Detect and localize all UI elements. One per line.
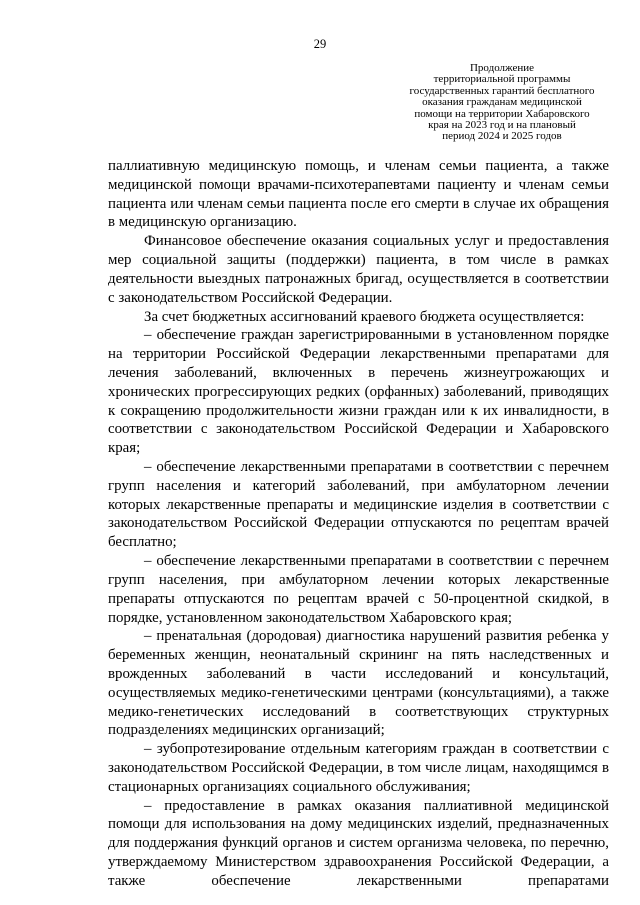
list-item-free-prescriptions: – обеспечение лекарственными препаратами в соответствии с перечнем групп населения и категорий заболеваний, при амбулаторном лечении которых лекарственные препараты и медицинские изделия в соответствии с законодательством Российской Федерации отпускаются по рецептам врачей бесплатно; (108, 459, 609, 551)
paragraph-regional-budget-intro: За счет бюджетных ассигнований краевого бюджета осуществляется: (144, 308, 585, 325)
appendix-header-line: помощи на территории Хабаровского (414, 107, 590, 120)
appendix-header-line: Продолжение (469, 62, 535, 74)
list-item-dental-prosthetics: – зубопротезирование отдельным категориям граждан в соответствии с законодательством Российской Федерации, в том числе лицам, находящимся в стационарных организациях социального обслуживания; (108, 741, 609, 795)
paragraph-continuation: паллиативную медицинскую помощь, и членам семьи пациента, а также медицинской помощи врачами-психотерапевтами пациенту и членам семьи пациента или членам семьи пациента после его смерти в случае их обращения в медицинскую организацию. (108, 158, 609, 231)
list-item-palliative-devices: – предоставление в рамках оказания паллиативной медицинской помощи для использования на дому медицинских изделий, предназначенных для поддержания функций органов и систем организма человека, по перечню, утверждаемому Министерством здравоохранения Российской Федерации, а также обеспечение лекарственными препаратами (108, 797, 609, 889)
appendix-header-line: государственных гарантий бесплатного (409, 84, 595, 97)
paragraph-social-services-funding: Финансовое обеспечение оказания социальных услуг и предоставления мер социальной защиты (поддержки) пациента, в том числе в рамках деятельности выездных патронажных бригад, осуществляется в соответствии с законодательством Российской Федерации. (108, 233, 609, 306)
list-item-prenatal-diagnostics: – пренатальная (дородовая) диагностика нарушений развития ребенка у беременных женщин, неонатальный скрининг на пять наследственных и врожденных заболеваний в части исследований и консультаций, осуществляемых медико-генетическими центрами (консультациями), а также медико-генетических исследований в соответствующих структурных подразделениях медицинских организаций; (108, 628, 609, 739)
page-number: 29 (313, 37, 327, 51)
appendix-header (378, 63, 626, 143)
document-body (108, 157, 609, 891)
appendix-header-line: период 2024 и 2025 годов (442, 130, 562, 143)
appendix-header-line: оказания гражданам медицинской (422, 96, 582, 109)
list-item-discount-prescriptions: – обеспечение лекарственными препаратами в соответствии с перечнем групп населения, при амбулаторном лечении которых лекарственные препараты отпускаются по рецептам врачей с 50-процентной скидкой, в порядке, установленном законодательством Хабаровского края; (108, 553, 609, 626)
appendix-header-line: территориальной программы (433, 73, 571, 86)
list-item-orphan-diseases-drugs: – обеспечение граждан зарегистрированными в установленном порядке на территории Российской Федерации лекарственными препаратами для лечения заболеваний, включенных в перечень жизнеугрожающих и хронических прогрессирующих редких (орфанных) заболеваний, приводящих к сокращению продолжительности жизни граждан или к их инвалидности, в соответствии с законодательством Российской Федерации и Хабаровского края; (108, 327, 609, 457)
appendix-header-line: края на 2023 год и на плановый (428, 119, 576, 132)
